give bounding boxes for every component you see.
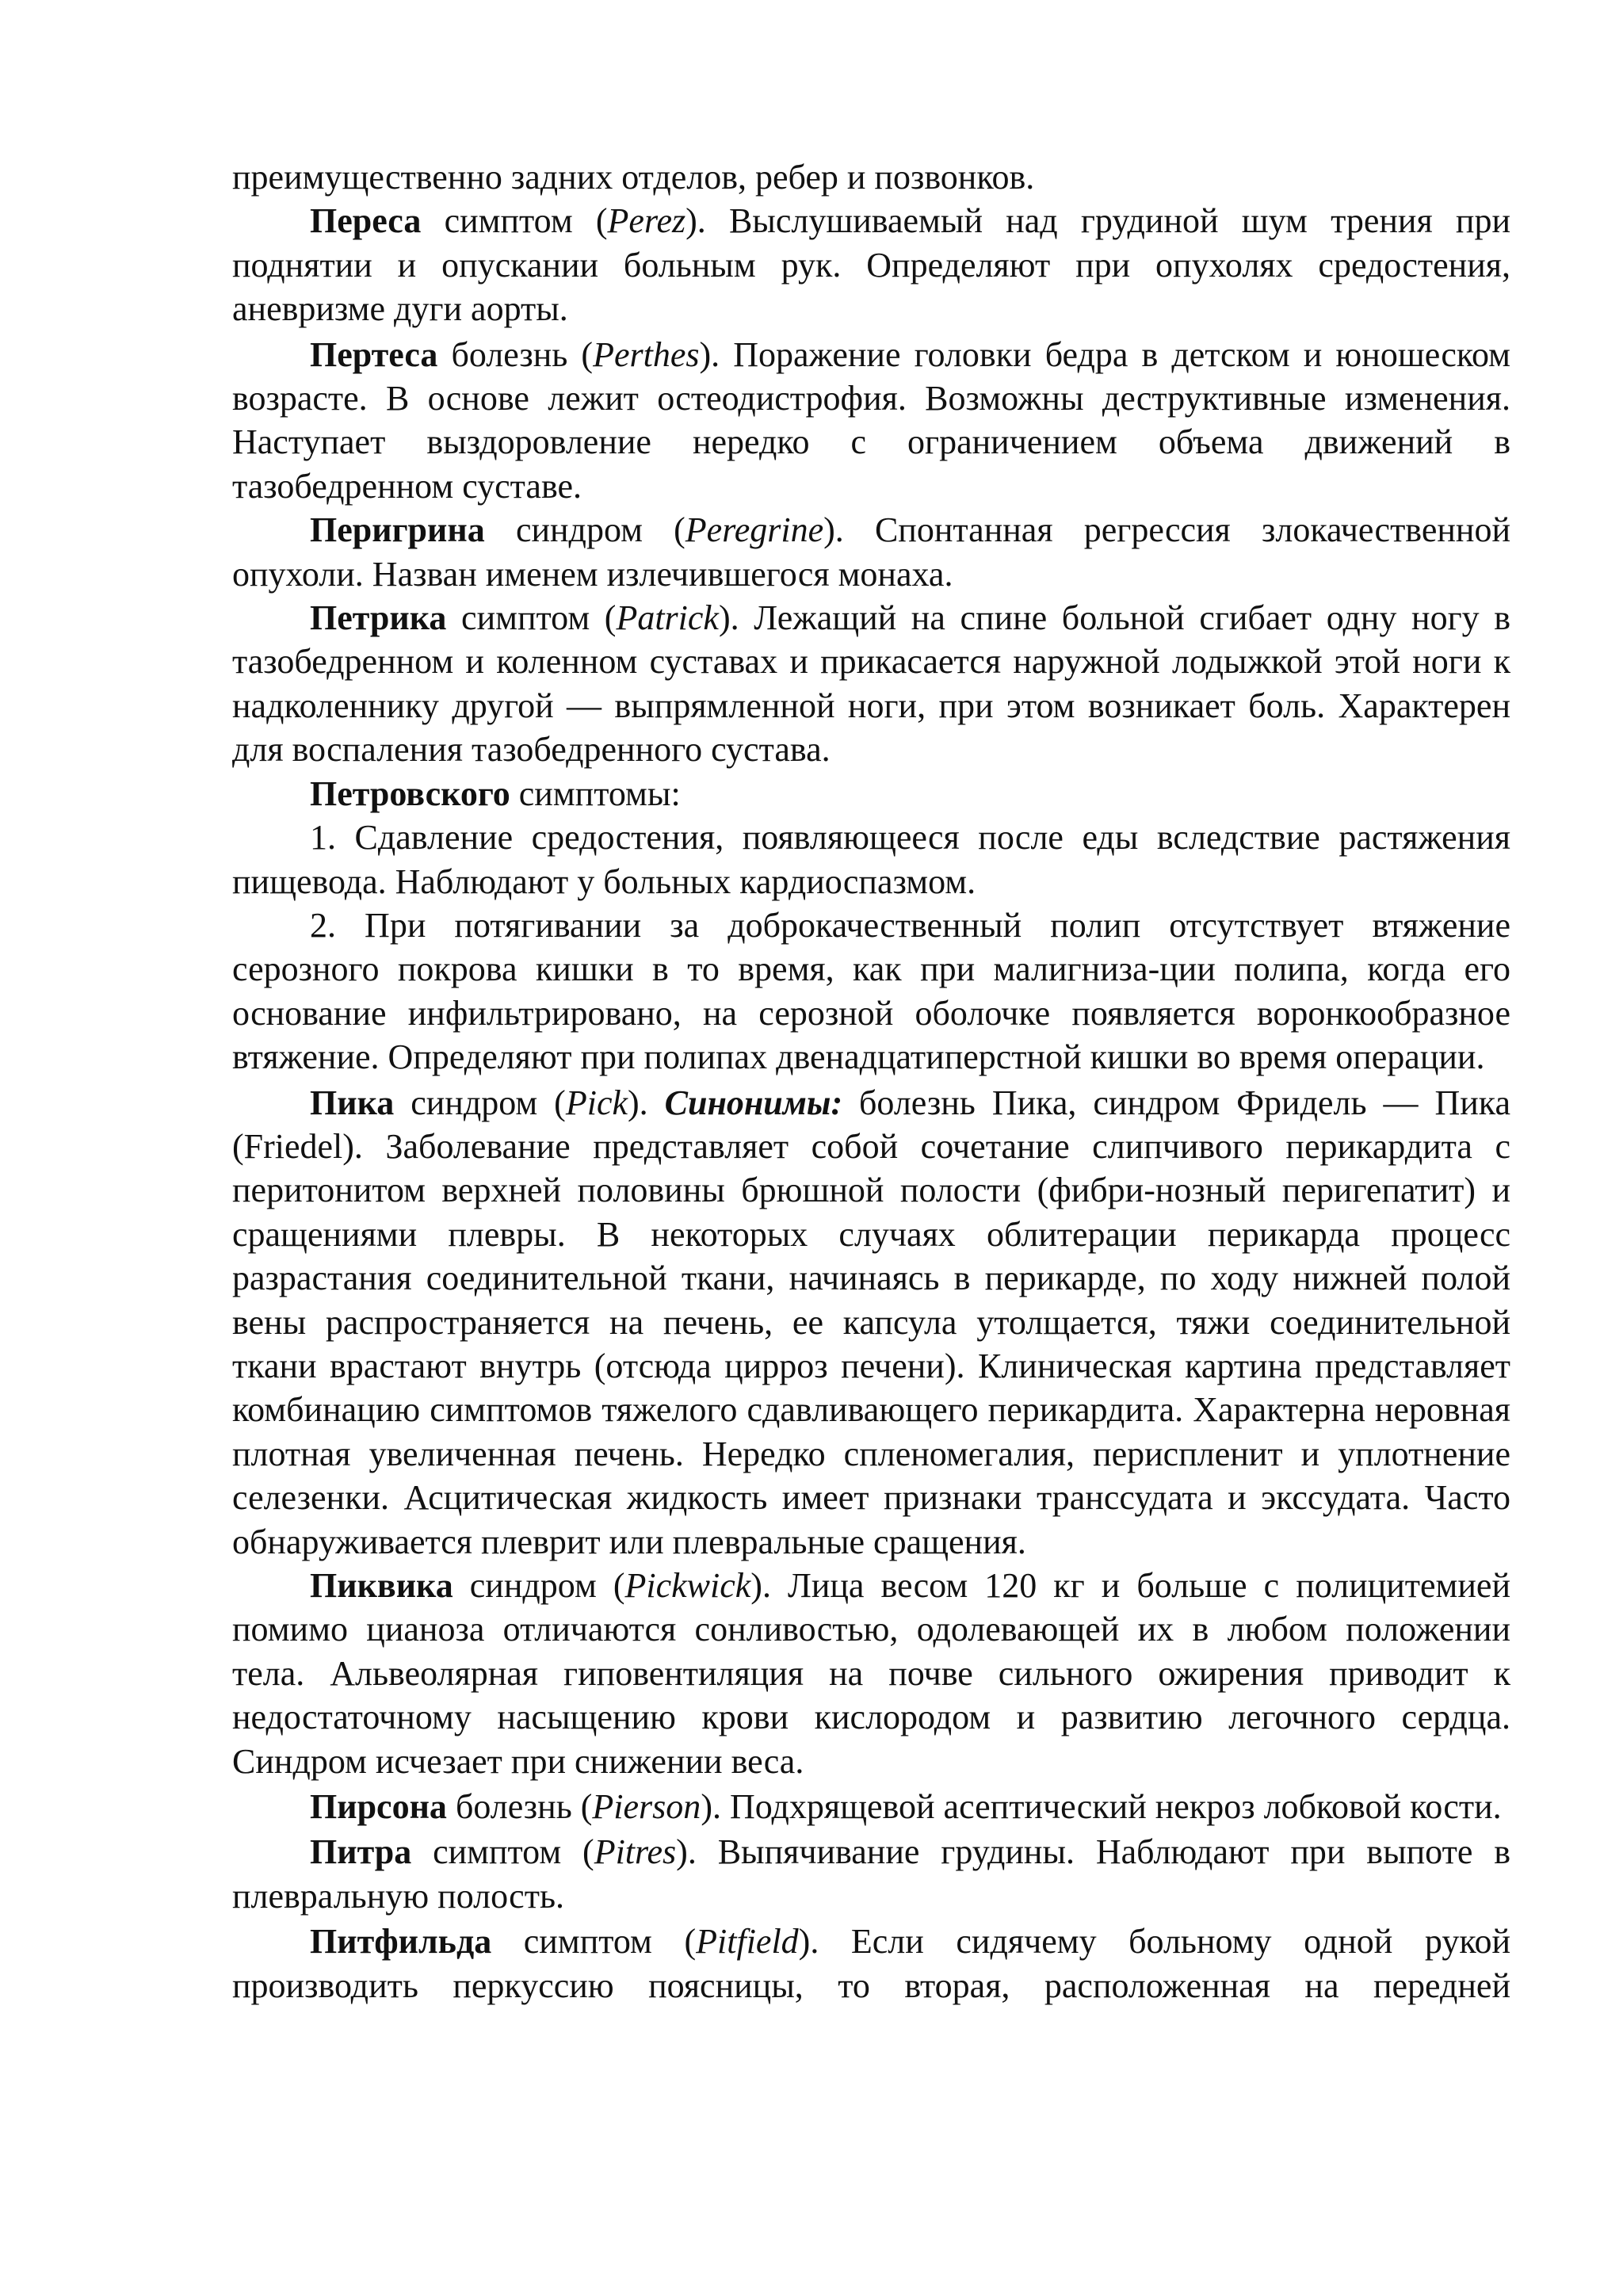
entry-kind: симптом xyxy=(461,598,590,638)
entry-term: Пертеса xyxy=(310,334,438,374)
entry-latin-name: Pitres xyxy=(594,1832,677,1872)
entry-pick: Пика синдром (Pick). Синонимы: болезнь Пика, синдром Фридель — Пика (Friedel). Заболевание представляет собой сочетание слипчивого перикардита с перитонитом верхней половины брюшной полости (фибри-нозный перигепатит) и сращениями плевры. В некоторых случаях облитерации перикарда процесс разрастания соединительной ткани, начинаясь в перикарде, по ходу нижней полой вены распространяется на печень, ее капсула утолщается, тяжи соединительной ткани врастают внутрь (отсюда цирроз печени). Клиническая картина представляет комбинацию симптомов тяжелого сдавливающего перикардита. Характерна неровная плотная увеличенная печень. Нередко спленомегалия, периспленит и уплотнение селезенки. Асцитическая жидкость имеет признаки транссудата и экссудата. Часто обнаруживается плеврит или плевральные сращения. xyxy=(232,1083,1511,1561)
entry-pitfield: Питфильда симптом (Pitfield). Если сидячему больному одной рукой производить перкуссию поясницы, то вторая, расположенная на передней xyxy=(232,1922,1511,2005)
entry-term: Питфильда xyxy=(310,1922,492,1962)
entry-term: Петрика xyxy=(310,598,447,638)
entry-body: . Поражение головки бедра в детском и юношеском возрасте. В основе лежит остеодистрофия. Возможны деструктивные изменения. Наступает выздоровление нередко с ограничением объема движений в тазобедренном суставе. xyxy=(232,334,1511,506)
paragraph-text: преимущественно задних отделов, ребер и позвонков. xyxy=(232,158,1035,197)
entry-latin-name: Peregrine xyxy=(685,510,824,550)
entry-kind: болезнь xyxy=(451,334,568,374)
entry-body: . Выслушиваемый над грудиной шум трения при поднятии и опускании больным рук. Определяют при опухолях средостения, аневризме дуги аорты. xyxy=(232,201,1511,329)
entry-body: . Спонтанная регрессия злокачественной опухоли. Назван именем излечившегося монаха. xyxy=(232,510,1510,594)
entry-kind: симптом xyxy=(433,1832,562,1872)
entry-petrovsky-item-2 xyxy=(232,904,1510,1079)
entry-punctuation: ). xyxy=(628,1083,648,1122)
entry-latin-name: Pierson xyxy=(592,1787,701,1827)
entry-kind: синдром xyxy=(515,510,643,550)
entry-latin-name: Patrick xyxy=(616,598,719,638)
entry-kind: синдром xyxy=(469,1566,597,1605)
entry-perthes: Пертеса болезнь (Perthes). Поражение головки бедра в детском и юношеском возрасте. В основе лежит остеодистрофия. Возможны деструктивные изменения. Наступает выздоровление нередко с ограничением объема движений в тазобедренном суставе. xyxy=(232,334,1511,506)
paragraph-text: 1. Сдавление средостения, появляющееся после еды вследствие растяжения пищевода. Наблюдают у больных кардиоспазмом. xyxy=(232,818,1510,901)
entry-kind: болезнь xyxy=(455,1787,572,1827)
entry-latin-name: Pitfield xyxy=(696,1922,799,1962)
entry-term: Пирсона xyxy=(310,1787,447,1827)
entry-pitres: Питра симптом (Pitres). Выпячивание грудины. Наблюдают при выпоте в плевральную полость. xyxy=(232,1832,1510,1916)
entry-term: Петровского xyxy=(310,774,510,813)
entry-latin-name: Pick xyxy=(565,1083,628,1122)
entry-patrick: Петрика симптом (Patrick). Лежащий на спине больной сгибает одну ногу в тазобедренном и коленном суставах и прикасается наружной лодыжкой этой ноги к надколеннику другой — выпрямленной ноги, при этом возникает боль. Характерен для воспаления тазобедренного сустава. xyxy=(232,598,1511,770)
entry-petrovsky xyxy=(232,772,1510,816)
entry-pickwick: Пиквика синдром (Pickwick). Лица весом 120 кг и больше с полицитемией помимо цианоза отличаются сонливостью, одолевающей их в любом положении тела. Альвеолярная гиповентиляция на почве сильного ожирения приводит к недостаточному насыщению крови кислородом и развитию легочного сердца. Синдром исчезает при снижении веса. xyxy=(232,1566,1510,1781)
entry-latin-name: Pickwick xyxy=(624,1566,751,1605)
entry-kind: симптомы: xyxy=(518,774,681,813)
document-page xyxy=(232,155,1510,2008)
entry-latin-name: Perez xyxy=(607,201,686,241)
entry-body: болезнь Пика, синдром Фридель — Пика (Friedel). Заболевание представляет собой сочетание слипчивого перикардита с перитонитом верхней половины брюшной полости (фибри-нозный перигепатит) и сращениями плевры. В некоторых случаях облитерации перикарда процесс разрастания соединительной ткани, начинаясь в перикарде, по ходу нижней полой вены распространяется на печень, ее капсула утолщается, тяжи соединительной ткани врастают внутрь (отсюда цирроз печени). Клиническая картина представляет комбинацию симптомов тяжелого сдавливающего перикардита. Характерна неровная плотная увеличенная печень. Нередко спленомегалия, периспленит и уплотнение селезенки. Асцитическая жидкость имеет признаки транссудата и экссудата. Часто обнаруживается плеврит или плевральные сращения. xyxy=(232,1083,1511,1561)
entry-body: . Лица весом 120 кг и больше с полицитемией помимо цианоза отличаются сонливостью, одолевающей их в любом положении тела. Альвеолярная гиповентиляция на почве сильного ожирения приводит к недостаточному насыщению крови кислородом и развитию легочного сердца. Синдром исчезает при снижении веса. xyxy=(232,1566,1510,1781)
entry-term: Пика xyxy=(310,1083,395,1122)
entry-kind: симптом xyxy=(523,1922,652,1962)
entry-latin-name: Perthes xyxy=(593,334,700,374)
entry-peregrine: Перигрина синдром (Peregrine). Спонтанная регрессия злокачественной опухоли. Назван именем излечившегося монаха. xyxy=(232,510,1510,594)
entry-body: . Лежащий на спине больной сгибает одну ногу в тазобедренном и коленном суставах и прикасается наружной лодыжкой этой ноги к надколеннику другой — выпрямленной ноги, при этом возникает боль. Характерен для воспаления тазобедренного сустава. xyxy=(232,598,1511,770)
entry-perez: Переса симптом (Perez). Выслушиваемый над грудиной шум трения при поднятии и опускании больным рук. Определяют при опухолях средостения, аневризме дуги аорты. xyxy=(232,201,1511,329)
synonyms-label: Синонимы: xyxy=(664,1083,843,1122)
entry-body: . Выпячивание грудины. Наблюдают при выпоте в плевральную полость. xyxy=(232,1832,1510,1916)
entry-term: Питра xyxy=(310,1832,412,1872)
entry-term: Перигрина xyxy=(310,510,485,550)
entry-term: Переса xyxy=(310,201,422,241)
entry-term: Пиквика xyxy=(310,1566,453,1605)
entry-petrovsky-item-1 xyxy=(232,816,1510,904)
entry-kind: симптом xyxy=(444,201,573,241)
entry-body: . Если сидячему больному одной рукой производить перкуссию поясницы, то вторая, расположенная на передней xyxy=(232,1922,1511,2005)
paragraph-text: 2. При потягивании за доброкачественный полип отсутствует втяжение серозного покрова кишки в то время, как при малигниза-ции полипа, когда его основание инфильтрировано, на серозной оболочке появляется воронкообразное втяжение. Определяют при полипах двенадцатиперстной кишки во время операции. xyxy=(232,905,1510,1077)
paragraph-continuation xyxy=(232,155,1510,199)
entry-body: . Подхрящевой асептический некроз лобковой кости. xyxy=(712,1787,1502,1827)
entry-kind: синдром xyxy=(411,1083,538,1122)
entry-pierson: Пирсона болезнь (Pierson). Подхрящевой асептический некроз лобковой кости. xyxy=(310,1787,1502,1827)
